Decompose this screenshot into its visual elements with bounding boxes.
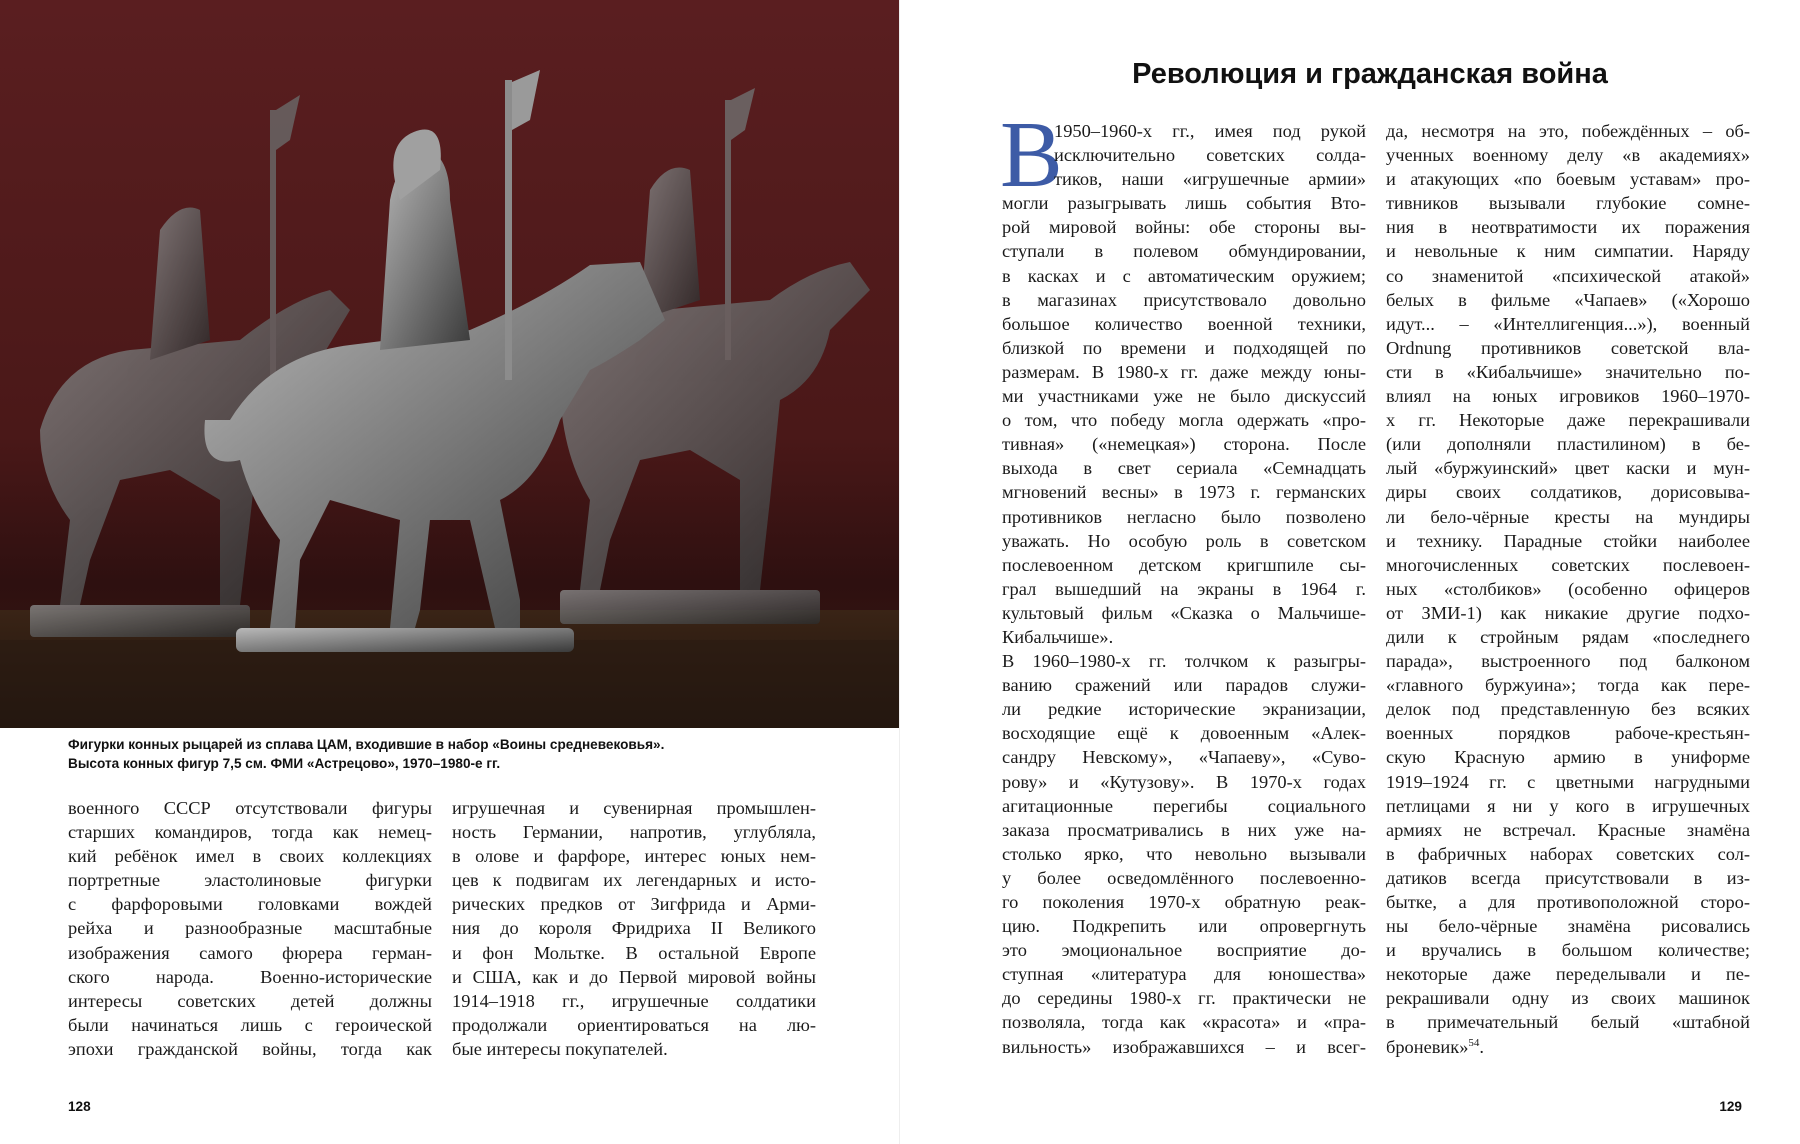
text-line: изображения самого фюрера герман- <box>68 942 432 963</box>
text-line: и технику. Парадные стойки наиболее <box>1386 530 1750 551</box>
text-line: противников негласно было позволено <box>1002 506 1366 527</box>
text-line: близкой по времени и подходящей по <box>1002 337 1366 358</box>
text-line: рических предков от Зигфрида и Арми- <box>452 894 816 915</box>
caption-line: Высота конных фигур 7,5 см. ФМИ «Астрецово», 1970–1980-е гг. <box>68 755 501 771</box>
text-line: выхода в свет сериала «Семнадцать <box>1002 458 1366 479</box>
text-line: ученных военному делу «в академиях» <box>1386 145 1750 166</box>
text-line: со знаменитой «психической атакой» <box>1386 265 1750 286</box>
chapter-heading: Революция и гражданская война <box>1132 58 1608 90</box>
text-line: военных порядков рабоче-крестьян- <box>1386 723 1750 744</box>
text-line: ступная «литература для юношества» <box>1002 964 1366 985</box>
text-line: послевоенном детском кригшпиле сы- <box>1002 554 1366 575</box>
text-line: Кибальчише». <box>1002 626 1114 647</box>
text-line: белых в фильме «Чапаев» («Хорошо <box>1386 289 1750 310</box>
photo-horse-knights <box>0 0 908 728</box>
text-line: и невольные к ним симпатии. Наряду <box>1386 241 1750 262</box>
text-line: агитационные перегибы социального <box>1002 795 1366 816</box>
text-line: 1914–1918 гг., игрушечные солдатики <box>452 990 816 1011</box>
text-line: исключительно советских солда- <box>1054 145 1366 166</box>
text-line-final <box>1386 1035 1750 1059</box>
text-line: это эмоциональное восприятие до- <box>1002 940 1366 961</box>
final-period: . <box>1479 1036 1485 1057</box>
text-line: 1950–1960-х гг., имея под рукой <box>1054 121 1366 141</box>
text-line: вильность» изображавшихся – и всег- <box>1002 1036 1366 1057</box>
text-line: многочисленных советских послевоен- <box>1386 554 1750 575</box>
text-line: го поколения 1970-х обратную реак- <box>1002 892 1366 912</box>
text-line: в примечательный белый «штабной <box>1386 1012 1750 1033</box>
text-line: от ЗМИ-1) как никакие другие подхо- <box>1386 602 1750 623</box>
text-line: большое количество военной техники, <box>1002 313 1366 334</box>
text-line: продолжали ориентироваться на лю- <box>452 1014 816 1035</box>
text-line: идут... – «Интеллигенция...»), военный <box>1386 313 1750 334</box>
page-number: 129 <box>1719 1099 1742 1114</box>
text-line: рекрашивали одну из своих машинок <box>1386 988 1750 1009</box>
caption-line: Фигурки конных рыцарей из сплава ЦАМ, входившие в набор «Воины средневековья». <box>68 737 665 752</box>
text-line: мгновений весны» в 1973 г. германских <box>1002 482 1366 503</box>
figurines-illustration <box>0 0 908 728</box>
text-line: тивников вызывали глубокие сомне- <box>1386 193 1750 214</box>
text-line: скую Красную армию в униформе <box>1386 747 1750 768</box>
text-line: рову» и «Кутузову». В 1970-х годах <box>1002 771 1366 792</box>
text-line: ского народа. Военно-исторические <box>68 966 432 987</box>
footnote-ref[interactable]: 54 <box>1468 1036 1480 1049</box>
text-line: (или дополняли пластилином) в бе- <box>1386 434 1750 455</box>
text-line: в касках и с автоматическим оружием; <box>1002 265 1366 286</box>
text-line: кий ребёнок имел в своих коллекциях <box>68 846 432 867</box>
text-line: портретные эластолиновые фигурки <box>68 870 432 891</box>
text-line: рой мировой войны: обе стороны вы- <box>1002 217 1366 238</box>
text-line: ли бело-чёрные кресты на мундиры <box>1386 506 1750 527</box>
text-line: бытке, а для противоположной сторо- <box>1386 892 1750 912</box>
text-line: цев к подвигам их легендарных и исто- <box>452 870 816 891</box>
text-line: влиял на юных игровиков 1960–1970- <box>1386 386 1750 407</box>
text-line: армиях не встречал. Красные знамёна <box>1386 819 1750 840</box>
text-line: бые интересы покупателей. <box>452 1038 668 1059</box>
text-line: ния до короля Фридриха II Великого <box>452 918 816 939</box>
text-line: и фон Мольтке. В остальной Европе <box>452 942 816 963</box>
text-line: в олове и фарфоре, интерес юных нем- <box>452 846 816 867</box>
text-line: старших командиров, тогда как немец- <box>68 822 432 843</box>
text-line: парада», выстроенного под балконом <box>1386 651 1750 672</box>
text-line: некоторые даже переделывали и пе- <box>1386 964 1750 985</box>
text-line: и США, как и до Первой мировой войны <box>452 966 816 987</box>
text-line: сти в «Кибальчише» значительно по- <box>1386 361 1750 382</box>
text-line: и вручались в большом количестве; <box>1386 940 1750 961</box>
text-line: грал вышедший на экраны в 1964 г. <box>1002 578 1366 599</box>
text-line: позволяла, тогда как «красота» и «пра- <box>1002 1012 1366 1033</box>
text-line: культовый фильм «Сказка о Мальчише- <box>1002 602 1366 623</box>
text-line: военного СССР отсутствовали фигуры <box>68 798 432 818</box>
text-line: 1919–1924 гг. с цветными нагрудными <box>1386 771 1750 792</box>
text-line: ми участниками уже не было дискуссий <box>1002 386 1366 407</box>
text-line: х гг. Некоторые даже перекрашивали <box>1386 410 1750 431</box>
drop-cap: В <box>1000 103 1063 207</box>
text-line: датиков всегда присутствовали в из- <box>1386 867 1750 888</box>
text-line: ли редкие исторические экранизации, <box>1002 699 1366 720</box>
photo-caption <box>68 736 888 773</box>
text-line: у более осведомлённого послевоенно- <box>1002 867 1366 888</box>
text-line: ванию сражений или парадов служи- <box>1002 675 1366 696</box>
text-line: диры своих солдатиков, дорисовыва- <box>1386 482 1750 503</box>
text-line: о том, что победу могла одержать «про- <box>1002 410 1366 431</box>
text-line: с фарфоровыми головками вождей <box>68 894 432 915</box>
text-line: интересы советских детей должны <box>68 990 432 1011</box>
right-column-2 <box>1386 119 1750 1059</box>
text-line: тиков, наши «игрушечные армии» <box>1054 169 1366 190</box>
text-line: уважать. Но особую роль в советском <box>1002 530 1366 551</box>
text-line: «главного буржуина»; тогда как пере- <box>1386 675 1750 696</box>
text-line: цию. Подкрепить или опровергнуть <box>1002 916 1366 937</box>
right-column-1 <box>1000 103 1366 1059</box>
text-line: восходящие ещё к довоенным «Алек- <box>1002 723 1366 744</box>
text-line: были начинаться лишь с героической <box>68 1014 432 1035</box>
text-line: столько ярко, что невольно вызывали <box>1002 843 1366 864</box>
text-line: ных «столбиков» (особенно офицеров <box>1386 578 1750 599</box>
text-line: ния в неотвратимости их поражения <box>1386 217 1750 238</box>
text-line: ность Германии, напротив, углубляла, <box>452 822 816 843</box>
text-line: да, несмотря на это, побеждённых – об- <box>1386 121 1750 141</box>
text-line: и атакующих «по боевым уставам» про- <box>1386 169 1750 190</box>
page-number: 128 <box>68 1099 91 1114</box>
text-line: до середины 1980-х гг. практически не <box>1002 988 1366 1009</box>
text-line: заказа просматривались в них уже на- <box>1002 819 1366 840</box>
text-line: В 1960–1980-х гг. толчком к разыгры- <box>1002 651 1366 672</box>
text-line: в фабричных наборах советских сол- <box>1386 843 1750 864</box>
text-line: размерам. В 1980-х гг. даже между юны- <box>1002 361 1366 382</box>
text-line: ступали в полевом обмундировании, <box>1002 241 1366 262</box>
text-line: дили к стройным рядам «последнего <box>1386 626 1750 647</box>
text-line: игрушечная и сувенирная промышлен- <box>452 798 816 818</box>
text-line: петлицами я ни у кого в игрушечных <box>1386 795 1750 816</box>
text-line: рейха и разнообразные масштабные <box>68 918 432 939</box>
text-line: Ordnung противников советской вла- <box>1386 337 1750 358</box>
text-line: в магазинах присутствовало довольно <box>1002 289 1366 310</box>
text-line: тивная» («немецкая») сторона. После <box>1002 434 1366 455</box>
text-line: броневик» <box>1386 1036 1469 1057</box>
left-column-1 <box>68 796 432 1061</box>
text-line: могли разыгрывать лишь события Вто- <box>1002 193 1366 214</box>
text-line: эпохи гражданской войны, тогда как <box>68 1038 432 1059</box>
text-line: лый «буржуинский» цвет каски и мун- <box>1386 458 1750 479</box>
text-line: ны бело-чёрные знамёна рисовались <box>1386 916 1750 937</box>
text-line: сандру Невскому», «Чапаеву», «Суво- <box>1002 747 1366 768</box>
text-line: делок под представленную без всяких <box>1386 699 1750 720</box>
left-column-2 <box>452 796 816 1061</box>
